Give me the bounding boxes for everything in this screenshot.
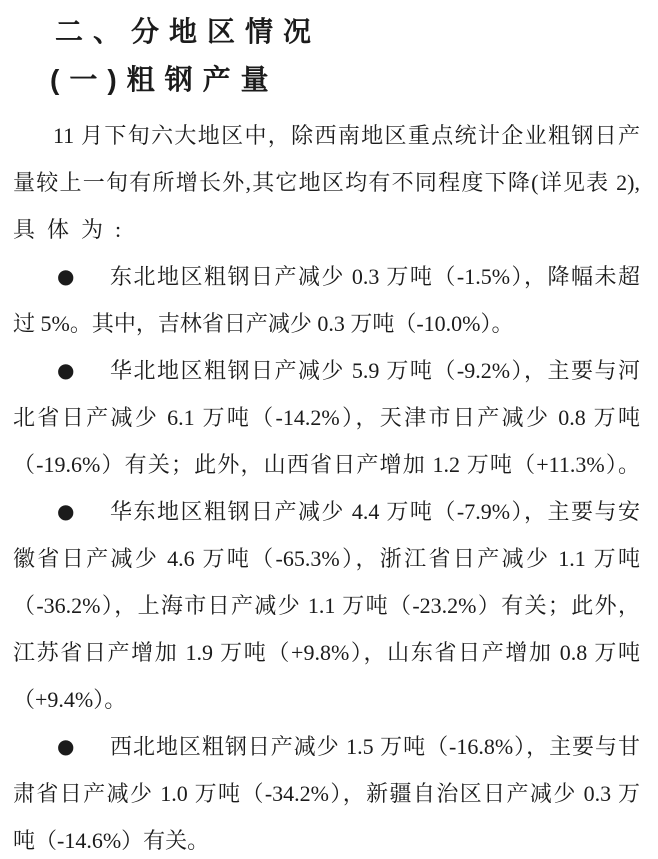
bullet-text-line: 吨（-14.6%）有关。 <box>13 828 210 853</box>
bullet-text-line: 肃省日产减少 1.0 万吨（-34.2%），新疆自治区日产减少 0.3 万 <box>13 781 640 806</box>
bullet-text-line: 过 5%。其中，吉林省日产减少 0.3 万吨（-10.0%）。 <box>13 311 514 336</box>
bullet-text-line: 江苏省日产增加 1.9 万吨（+9.8%），山东省日产增加 0.8 万吨 <box>13 640 640 665</box>
bullet-line <box>13 723 640 770</box>
intro-paragraph <box>13 112 640 253</box>
list-item-northwest <box>13 723 640 859</box>
bullet-text-line: （+9.4%）。 <box>13 687 127 712</box>
bullet-line <box>13 347 640 394</box>
list-item-north <box>13 347 640 488</box>
bullet-line <box>13 488 640 535</box>
intro-line-1: 11 月下旬六大地区中，除西南地区重点统计企业粗钢日产 <box>53 123 640 148</box>
subsection-title: (一)粗钢产量 <box>50 64 279 95</box>
bullet-icon: ● <box>57 358 75 382</box>
bullet-icon: ● <box>57 734 75 758</box>
bullet-text-line: 北省日产减少 6.1 万吨（-14.2%），天津市日产减少 0.8 万吨 <box>13 405 640 430</box>
bullet-line <box>13 253 640 300</box>
bullet-text-line: （-36.2%），上海市日产减少 1.1 万吨（-23.2%）有关；此外， <box>13 593 640 618</box>
bullet-text-line: （-19.6%）有关；此外，山西省日产增加 1.2 万吨（+11.3%）。 <box>13 452 640 477</box>
list-item-northeast <box>13 253 640 347</box>
list-item-east <box>13 488 640 723</box>
bullet-text: 华北地区粗钢日产减少 5.9 万吨（-9.2%），主要与河 <box>110 358 640 383</box>
bullet-text: 华东地区粗钢日产减少 4.4 万吨（-7.9%），主要与安 <box>110 499 640 524</box>
intro-line-2: 量较上一旬有所增长外,其它地区均有不同程度下降(详见表 2), <box>13 170 640 195</box>
bullet-text-line: 徽省日产减少 4.6 万吨（-65.3%），浙江省日产减少 1.1 万吨 <box>13 546 640 571</box>
intro-line-3: 具体为: <box>13 217 134 242</box>
bullet-text: 东北地区粗钢日产减少 0.3 万吨（-1.5%），降幅未超 <box>110 264 640 289</box>
bullet-text: 西北地区粗钢日产减少 1.5 万吨（-16.8%），主要与甘 <box>110 734 640 759</box>
bullet-icon: ● <box>57 264 75 288</box>
bullet-icon: ● <box>57 499 75 523</box>
section-title: 二、分地区情况 <box>55 16 322 47</box>
document-body <box>13 112 640 859</box>
